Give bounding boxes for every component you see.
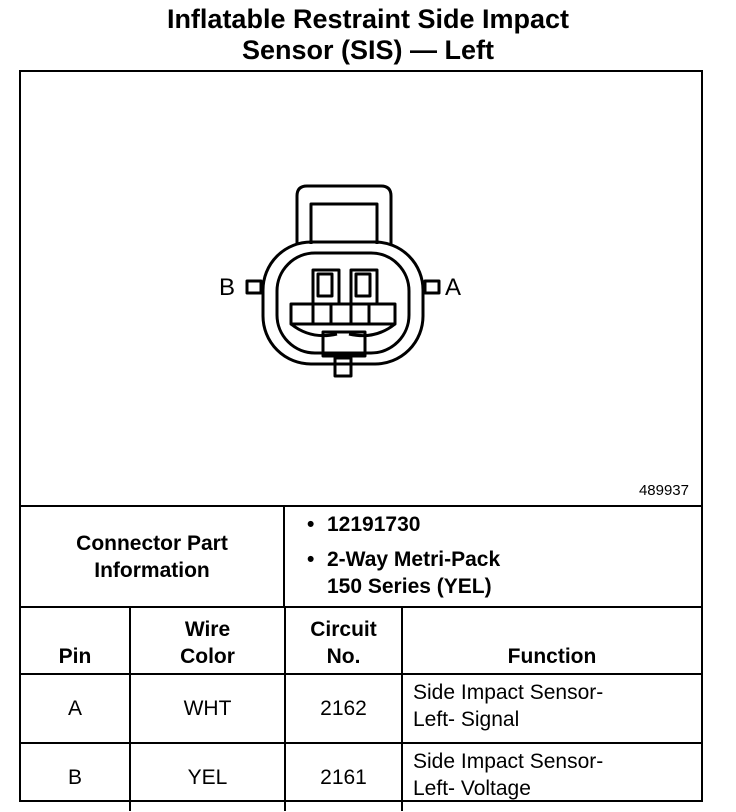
header-pin: Pin	[21, 608, 130, 674]
header-wire-color-line-1: Wire	[184, 618, 231, 641]
connector-info-list	[285, 507, 701, 606]
info-label-line-1: Connector Part	[76, 531, 228, 555]
connector-frame	[19, 70, 703, 802]
table-row	[21, 743, 701, 811]
row-b-function	[402, 743, 701, 811]
pin-label-b: B	[219, 274, 236, 301]
row-a-function-line-2: Left- Signal	[413, 708, 520, 731]
row-a-function-line-1: Side Impact Sensor-	[413, 681, 604, 704]
bullet-icon: •	[307, 513, 315, 536]
row-b-function-line-1: Side Impact Sensor-	[413, 750, 604, 773]
row-a-wire-color: WHT	[130, 674, 285, 743]
header-wire-color-line-2: Color	[180, 645, 235, 668]
header-circuit-line-1: Circuit	[310, 618, 377, 641]
row-b-function-line-2: Left- Voltage	[413, 777, 531, 800]
pin-table-header	[21, 608, 701, 674]
info-label-line-2: Information	[94, 558, 210, 582]
connector-face-drawing	[21, 72, 701, 505]
connector-type: 2-Way Metri-Pack 150 Series (YEL)	[327, 548, 501, 598]
title-line-1: Inflatable Restraint Side Impact	[166, 4, 570, 34]
connector-diagram	[21, 72, 701, 507]
header-circuit-line-2: No.	[326, 645, 361, 668]
header-wire-color	[130, 608, 285, 674]
row-a-function	[402, 674, 701, 743]
figure-id: 489937	[638, 482, 689, 499]
document-title	[0, 4, 736, 66]
connector-part-info	[21, 507, 701, 608]
connector-type-item	[307, 546, 501, 600]
side-tab-left	[247, 281, 261, 293]
header-function: Function	[402, 608, 701, 674]
pin-table	[21, 608, 701, 811]
row-a-pin: A	[21, 674, 130, 743]
title-line-2: Sensor (SIS) — Left	[241, 35, 495, 65]
connector-info-label	[21, 507, 285, 606]
row-b-wire-color: YEL	[130, 743, 285, 811]
pin-label-a: A	[445, 274, 462, 301]
part-number: 12191730	[327, 513, 421, 536]
header-circuit	[285, 608, 402, 674]
table-row	[21, 674, 701, 743]
bullet-icon: •	[307, 548, 315, 571]
part-number-item	[307, 511, 421, 538]
row-b-circuit: 2161	[285, 743, 402, 811]
side-tab-right	[425, 281, 439, 293]
row-a-circuit: 2162	[285, 674, 402, 743]
row-b-pin: B	[21, 743, 130, 811]
